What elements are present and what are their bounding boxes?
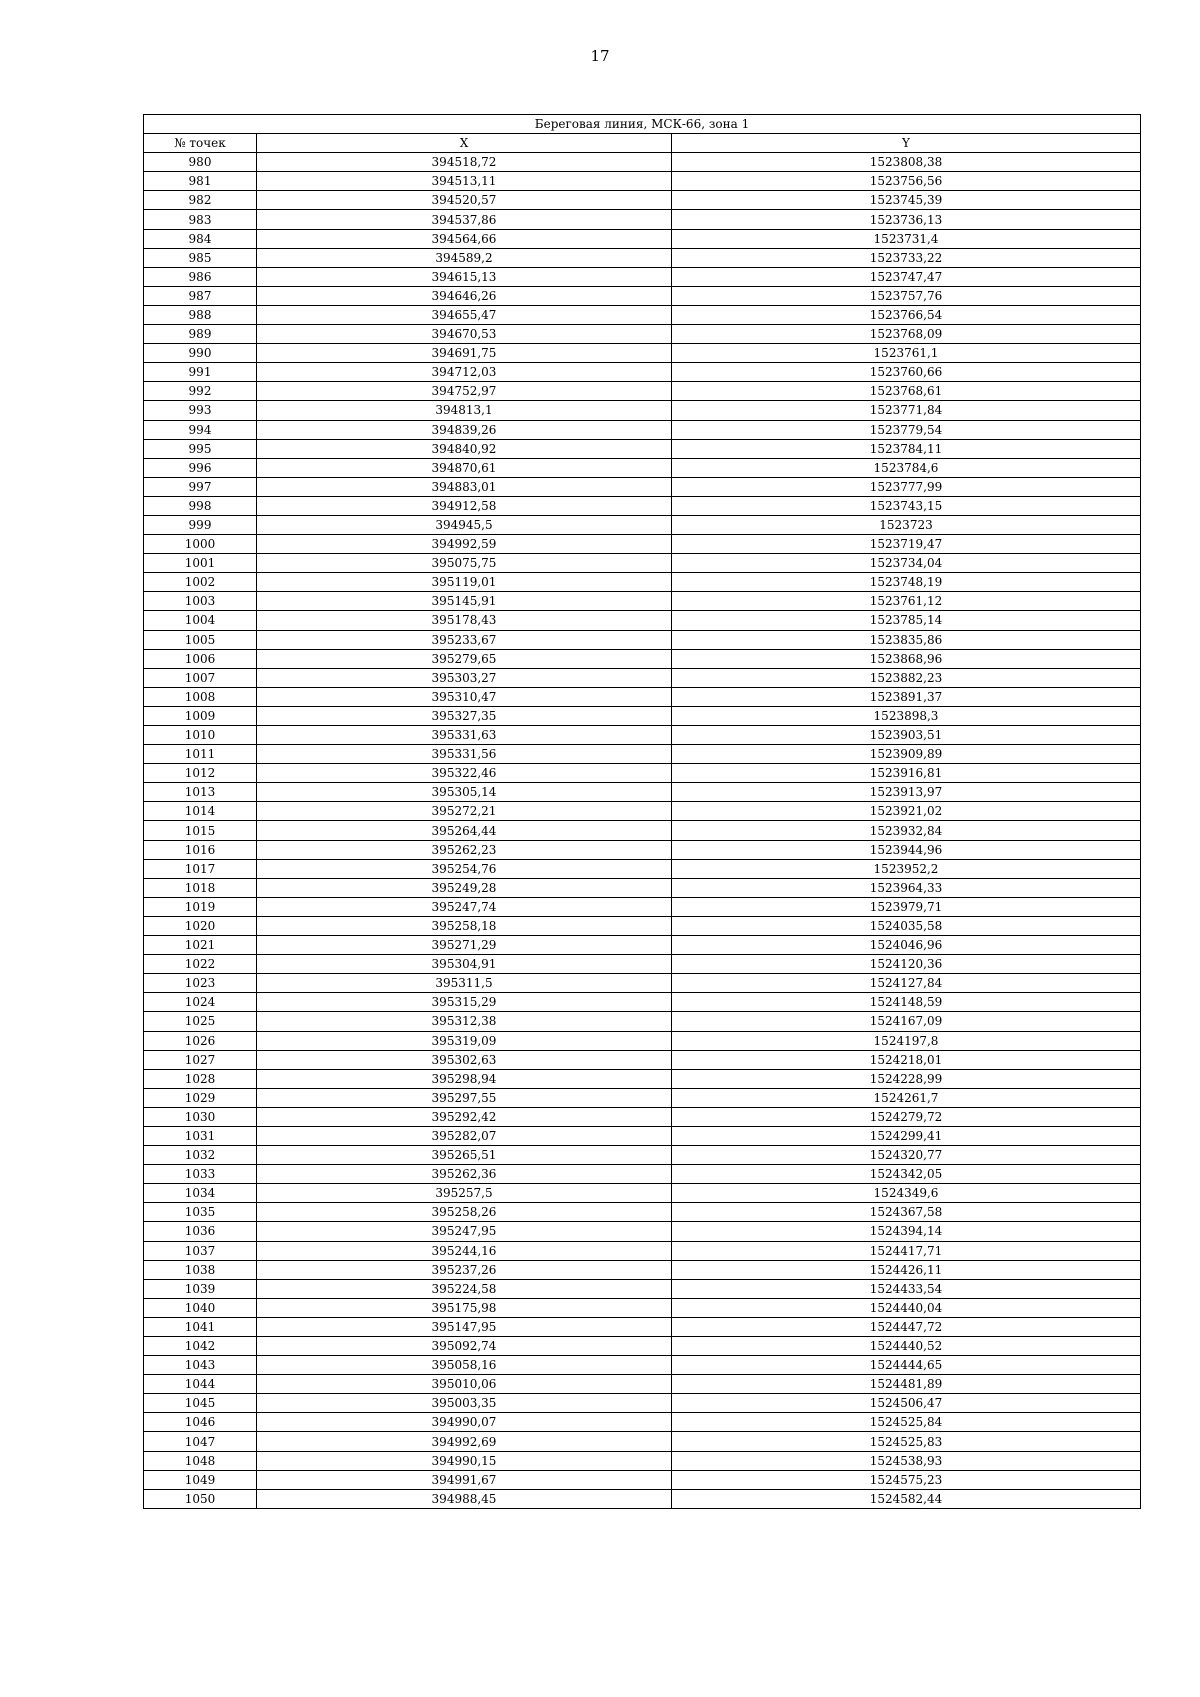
point-number-cell: 992 — [144, 382, 257, 401]
x-coordinate-cell: 395249,28 — [257, 878, 672, 897]
y-coordinate-cell: 1523964,33 — [672, 878, 1141, 897]
table-row — [144, 1279, 1141, 1298]
y-coordinate-cell: 1524575,23 — [672, 1470, 1141, 1489]
point-number-cell: 1050 — [144, 1489, 257, 1508]
x-coordinate-cell: 395262,23 — [257, 840, 672, 859]
y-coordinate-cell: 1523768,09 — [672, 325, 1141, 344]
x-coordinate-cell: 395178,43 — [257, 611, 672, 630]
x-coordinate-cell: 394813,1 — [257, 401, 672, 420]
x-coordinate-cell: 395244,16 — [257, 1241, 672, 1260]
point-number-cell: 980 — [144, 153, 257, 172]
table-row — [144, 783, 1141, 802]
x-coordinate-cell: 394537,86 — [257, 210, 672, 229]
x-coordinate-cell: 395271,29 — [257, 936, 672, 955]
table-row — [144, 1432, 1141, 1451]
y-coordinate-cell: 1523736,13 — [672, 210, 1141, 229]
point-number-cell: 1035 — [144, 1203, 257, 1222]
table-row — [144, 229, 1141, 248]
y-coordinate-cell: 1523771,84 — [672, 401, 1141, 420]
column-header-point-number: № точек — [144, 134, 257, 153]
y-coordinate-cell: 1523747,47 — [672, 267, 1141, 286]
y-coordinate-cell: 1524440,52 — [672, 1337, 1141, 1356]
y-coordinate-cell: 1523835,86 — [672, 630, 1141, 649]
y-coordinate-cell: 1523779,54 — [672, 420, 1141, 439]
x-coordinate-cell: 395272,21 — [257, 802, 672, 821]
point-number-cell: 1010 — [144, 726, 257, 745]
x-coordinate-cell: 395319,09 — [257, 1031, 672, 1050]
point-number-cell: 1043 — [144, 1356, 257, 1375]
table-row — [144, 592, 1141, 611]
table-row — [144, 286, 1141, 305]
y-coordinate-cell: 1523913,97 — [672, 783, 1141, 802]
table-row — [144, 153, 1141, 172]
x-coordinate-cell: 394988,45 — [257, 1489, 672, 1508]
table-row — [144, 1126, 1141, 1145]
table-row — [144, 764, 1141, 783]
point-number-cell: 984 — [144, 229, 257, 248]
y-coordinate-cell: 1524167,09 — [672, 1012, 1141, 1031]
y-coordinate-cell: 1524444,65 — [672, 1356, 1141, 1375]
x-coordinate-cell: 395224,58 — [257, 1279, 672, 1298]
x-coordinate-cell: 395145,91 — [257, 592, 672, 611]
table-row — [144, 191, 1141, 210]
y-coordinate-cell: 1523952,2 — [672, 859, 1141, 878]
table-row — [144, 496, 1141, 515]
point-number-cell: 985 — [144, 248, 257, 267]
x-coordinate-cell: 395327,35 — [257, 706, 672, 725]
column-header-y: Y — [672, 134, 1141, 153]
y-coordinate-cell: 1523932,84 — [672, 821, 1141, 840]
table-row — [144, 382, 1141, 401]
point-number-cell: 1022 — [144, 955, 257, 974]
y-coordinate-cell: 1523903,51 — [672, 726, 1141, 745]
point-number-cell: 1002 — [144, 573, 257, 592]
point-number-cell: 1000 — [144, 535, 257, 554]
point-number-cell: 1012 — [144, 764, 257, 783]
x-coordinate-cell: 395058,16 — [257, 1356, 672, 1375]
y-coordinate-cell: 1523909,89 — [672, 745, 1141, 764]
table-row — [144, 1107, 1141, 1126]
x-coordinate-cell: 395279,65 — [257, 649, 672, 668]
point-number-cell: 1006 — [144, 649, 257, 668]
table-row — [144, 305, 1141, 324]
point-number-cell: 1017 — [144, 859, 257, 878]
point-number-cell: 1030 — [144, 1107, 257, 1126]
table-header-row — [144, 134, 1141, 153]
x-coordinate-cell: 394655,47 — [257, 305, 672, 324]
x-coordinate-cell: 394992,59 — [257, 535, 672, 554]
table-row — [144, 974, 1141, 993]
point-number-cell: 981 — [144, 172, 257, 191]
table-row — [144, 1317, 1141, 1336]
x-coordinate-cell: 394615,13 — [257, 267, 672, 286]
x-coordinate-cell: 395075,75 — [257, 554, 672, 573]
table-row — [144, 726, 1141, 745]
point-number-cell: 1036 — [144, 1222, 257, 1241]
y-coordinate-cell: 1524440,04 — [672, 1298, 1141, 1317]
point-number-cell: 1005 — [144, 630, 257, 649]
x-coordinate-cell: 394712,03 — [257, 363, 672, 382]
x-coordinate-cell: 395311,5 — [257, 974, 672, 993]
x-coordinate-cell: 395257,5 — [257, 1184, 672, 1203]
x-coordinate-cell: 395258,26 — [257, 1203, 672, 1222]
x-coordinate-cell: 395237,26 — [257, 1260, 672, 1279]
point-number-cell: 1033 — [144, 1165, 257, 1184]
x-coordinate-cell: 395147,95 — [257, 1317, 672, 1336]
point-number-cell: 983 — [144, 210, 257, 229]
table-row — [144, 668, 1141, 687]
x-coordinate-cell: 395322,46 — [257, 764, 672, 783]
table-row — [144, 515, 1141, 534]
table-row — [144, 1260, 1141, 1279]
y-coordinate-cell: 1524394,14 — [672, 1222, 1141, 1241]
point-number-cell: 1031 — [144, 1126, 257, 1145]
table-row — [144, 1241, 1141, 1260]
point-number-cell: 1026 — [144, 1031, 257, 1050]
y-coordinate-cell: 1523745,39 — [672, 191, 1141, 210]
y-coordinate-cell: 1523944,96 — [672, 840, 1141, 859]
point-number-cell: 1044 — [144, 1375, 257, 1394]
point-number-cell: 1039 — [144, 1279, 257, 1298]
page-number: 17 — [590, 47, 610, 65]
y-coordinate-cell: 1524349,6 — [672, 1184, 1141, 1203]
point-number-cell: 998 — [144, 496, 257, 515]
point-number-cell: 1009 — [144, 706, 257, 725]
x-coordinate-cell: 395298,94 — [257, 1069, 672, 1088]
x-coordinate-cell: 395264,44 — [257, 821, 672, 840]
table-row — [144, 248, 1141, 267]
point-number-cell: 1024 — [144, 993, 257, 1012]
point-number-cell: 1018 — [144, 878, 257, 897]
table-row — [144, 1356, 1141, 1375]
table-row — [144, 210, 1141, 229]
table-row — [144, 573, 1141, 592]
y-coordinate-cell: 1523756,56 — [672, 172, 1141, 191]
point-number-cell: 1046 — [144, 1413, 257, 1432]
x-coordinate-cell: 395331,63 — [257, 726, 672, 745]
x-coordinate-cell: 394839,26 — [257, 420, 672, 439]
x-coordinate-cell: 395233,67 — [257, 630, 672, 649]
x-coordinate-cell: 394520,57 — [257, 191, 672, 210]
y-coordinate-cell: 1523891,37 — [672, 687, 1141, 706]
point-number-cell: 1025 — [144, 1012, 257, 1031]
y-coordinate-cell: 1524525,83 — [672, 1432, 1141, 1451]
x-coordinate-cell: 395010,06 — [257, 1375, 672, 1394]
table-row — [144, 745, 1141, 764]
y-coordinate-cell: 1524120,36 — [672, 955, 1141, 974]
y-coordinate-cell: 1524538,93 — [672, 1451, 1141, 1470]
x-coordinate-cell: 394883,01 — [257, 477, 672, 496]
table-row — [144, 477, 1141, 496]
x-coordinate-cell: 395265,51 — [257, 1146, 672, 1165]
table-row — [144, 1489, 1141, 1508]
table-row — [144, 630, 1141, 649]
table-row — [144, 554, 1141, 573]
table-row — [144, 458, 1141, 477]
table-row — [144, 363, 1141, 382]
x-coordinate-cell: 394564,66 — [257, 229, 672, 248]
x-coordinate-cell: 394646,26 — [257, 286, 672, 305]
y-coordinate-cell: 1524127,84 — [672, 974, 1141, 993]
y-coordinate-cell: 1523757,76 — [672, 286, 1141, 305]
point-number-cell: 1040 — [144, 1298, 257, 1317]
table-row — [144, 1298, 1141, 1317]
x-coordinate-cell: 394691,75 — [257, 344, 672, 363]
table-row — [144, 993, 1141, 1012]
point-number-cell: 1028 — [144, 1069, 257, 1088]
x-coordinate-cell: 395175,98 — [257, 1298, 672, 1317]
point-number-cell: 990 — [144, 344, 257, 363]
point-number-cell: 1016 — [144, 840, 257, 859]
point-number-cell: 1019 — [144, 897, 257, 916]
y-coordinate-cell: 1523916,81 — [672, 764, 1141, 783]
y-coordinate-cell: 1523761,12 — [672, 592, 1141, 611]
x-coordinate-cell: 395310,47 — [257, 687, 672, 706]
coordinates-table — [143, 114, 1141, 1509]
table-title: Береговая линия, МСК-66, зона 1 — [144, 115, 1141, 134]
point-number-cell: 994 — [144, 420, 257, 439]
x-coordinate-cell: 395302,63 — [257, 1050, 672, 1069]
y-coordinate-cell: 1524525,84 — [672, 1413, 1141, 1432]
table-row — [144, 1413, 1141, 1432]
y-coordinate-cell: 1524197,8 — [672, 1031, 1141, 1050]
y-coordinate-cell: 1524342,05 — [672, 1165, 1141, 1184]
table-row — [144, 840, 1141, 859]
x-coordinate-cell: 395119,01 — [257, 573, 672, 592]
table-body — [144, 153, 1141, 1509]
point-number-cell: 1048 — [144, 1451, 257, 1470]
x-coordinate-cell: 394945,5 — [257, 515, 672, 534]
point-number-cell: 982 — [144, 191, 257, 210]
point-number-cell: 1001 — [144, 554, 257, 573]
x-coordinate-cell: 395254,76 — [257, 859, 672, 878]
table-row — [144, 172, 1141, 191]
table-row — [144, 344, 1141, 363]
x-coordinate-cell: 395312,38 — [257, 1012, 672, 1031]
table-row — [144, 1375, 1141, 1394]
y-coordinate-cell: 1523766,54 — [672, 305, 1141, 324]
table-row — [144, 535, 1141, 554]
y-coordinate-cell: 1523808,38 — [672, 153, 1141, 172]
table-row — [144, 687, 1141, 706]
x-coordinate-cell: 395305,14 — [257, 783, 672, 802]
x-coordinate-cell: 394670,53 — [257, 325, 672, 344]
table-row — [144, 611, 1141, 630]
y-coordinate-cell: 1523898,3 — [672, 706, 1141, 725]
point-number-cell: 1045 — [144, 1394, 257, 1413]
point-number-cell: 995 — [144, 439, 257, 458]
y-coordinate-cell: 1523868,96 — [672, 649, 1141, 668]
x-coordinate-cell: 395304,91 — [257, 955, 672, 974]
table-row — [144, 1451, 1141, 1470]
table-row — [144, 267, 1141, 286]
point-number-cell: 1011 — [144, 745, 257, 764]
table-row — [144, 401, 1141, 420]
x-coordinate-cell: 394991,67 — [257, 1470, 672, 1489]
point-number-cell: 991 — [144, 363, 257, 382]
point-number-cell: 989 — [144, 325, 257, 344]
y-coordinate-cell: 1523777,99 — [672, 477, 1141, 496]
y-coordinate-cell: 1524320,77 — [672, 1146, 1141, 1165]
table-row — [144, 1203, 1141, 1222]
x-coordinate-cell: 395003,35 — [257, 1394, 672, 1413]
y-coordinate-cell: 1523760,66 — [672, 363, 1141, 382]
y-coordinate-cell: 1524481,89 — [672, 1375, 1141, 1394]
table-row — [144, 1394, 1141, 1413]
table-row — [144, 420, 1141, 439]
x-coordinate-cell: 394990,07 — [257, 1413, 672, 1432]
x-coordinate-cell: 394513,11 — [257, 172, 672, 191]
y-coordinate-cell: 1524367,58 — [672, 1203, 1141, 1222]
x-coordinate-cell: 395282,07 — [257, 1126, 672, 1145]
y-coordinate-cell: 1524417,71 — [672, 1241, 1141, 1260]
table-row — [144, 1222, 1141, 1241]
y-coordinate-cell: 1524426,11 — [672, 1260, 1141, 1279]
x-coordinate-cell: 395092,74 — [257, 1337, 672, 1356]
point-number-cell: 997 — [144, 477, 257, 496]
point-number-cell: 1013 — [144, 783, 257, 802]
point-number-cell: 993 — [144, 401, 257, 420]
point-number-cell: 1029 — [144, 1088, 257, 1107]
table-row — [144, 1050, 1141, 1069]
point-number-cell: 1047 — [144, 1432, 257, 1451]
table-row — [144, 1088, 1141, 1107]
point-number-cell: 1027 — [144, 1050, 257, 1069]
x-coordinate-cell: 395297,55 — [257, 1088, 672, 1107]
x-coordinate-cell: 394752,97 — [257, 382, 672, 401]
table-row — [144, 1069, 1141, 1088]
y-coordinate-cell: 1524218,01 — [672, 1050, 1141, 1069]
point-number-cell: 1034 — [144, 1184, 257, 1203]
y-coordinate-cell: 1523921,02 — [672, 802, 1141, 821]
table-row — [144, 802, 1141, 821]
point-number-cell: 1003 — [144, 592, 257, 611]
table-row — [144, 1165, 1141, 1184]
point-number-cell: 988 — [144, 305, 257, 324]
y-coordinate-cell: 1523768,61 — [672, 382, 1141, 401]
table-row — [144, 1012, 1141, 1031]
table-row — [144, 955, 1141, 974]
table-row — [144, 1184, 1141, 1203]
y-coordinate-cell: 1523761,1 — [672, 344, 1141, 363]
y-coordinate-cell: 1524279,72 — [672, 1107, 1141, 1126]
table-row — [144, 1470, 1141, 1489]
x-coordinate-cell: 394589,2 — [257, 248, 672, 267]
point-number-cell: 1021 — [144, 936, 257, 955]
x-coordinate-cell: 395292,42 — [257, 1107, 672, 1126]
table-row — [144, 325, 1141, 344]
point-number-cell: 986 — [144, 267, 257, 286]
x-coordinate-cell: 394840,92 — [257, 439, 672, 458]
point-number-cell: 1004 — [144, 611, 257, 630]
y-coordinate-cell: 1524299,41 — [672, 1126, 1141, 1145]
y-coordinate-cell: 1523719,47 — [672, 535, 1141, 554]
x-coordinate-cell: 395331,56 — [257, 745, 672, 764]
table-row — [144, 649, 1141, 668]
table-row — [144, 706, 1141, 725]
point-number-cell: 1032 — [144, 1146, 257, 1165]
point-number-cell: 1041 — [144, 1317, 257, 1336]
y-coordinate-cell: 1523731,4 — [672, 229, 1141, 248]
y-coordinate-cell: 1523723 — [672, 515, 1141, 534]
y-coordinate-cell: 1523979,71 — [672, 897, 1141, 916]
point-number-cell: 996 — [144, 458, 257, 477]
point-number-cell: 1037 — [144, 1241, 257, 1260]
column-header-x: X — [257, 134, 672, 153]
x-coordinate-cell: 395247,74 — [257, 897, 672, 916]
point-number-cell: 999 — [144, 515, 257, 534]
x-coordinate-cell: 395303,27 — [257, 668, 672, 687]
y-coordinate-cell: 1524148,59 — [672, 993, 1141, 1012]
x-coordinate-cell: 395315,29 — [257, 993, 672, 1012]
table-row — [144, 821, 1141, 840]
x-coordinate-cell: 394990,15 — [257, 1451, 672, 1470]
y-coordinate-cell: 1524261,7 — [672, 1088, 1141, 1107]
y-coordinate-cell: 1524046,96 — [672, 936, 1141, 955]
table-row — [144, 878, 1141, 897]
y-coordinate-cell: 1524228,99 — [672, 1069, 1141, 1088]
table-row — [144, 1031, 1141, 1050]
table-title-row — [144, 115, 1141, 134]
table-row — [144, 1146, 1141, 1165]
point-number-cell: 1020 — [144, 916, 257, 935]
point-number-cell: 1038 — [144, 1260, 257, 1279]
point-number-cell: 1007 — [144, 668, 257, 687]
y-coordinate-cell: 1523882,23 — [672, 668, 1141, 687]
y-coordinate-cell: 1524035,58 — [672, 916, 1141, 935]
y-coordinate-cell: 1523748,19 — [672, 573, 1141, 592]
table-row — [144, 916, 1141, 935]
x-coordinate-cell: 394870,61 — [257, 458, 672, 477]
point-number-cell: 1014 — [144, 802, 257, 821]
point-number-cell: 987 — [144, 286, 257, 305]
y-coordinate-cell: 1523784,11 — [672, 439, 1141, 458]
x-coordinate-cell: 394992,69 — [257, 1432, 672, 1451]
point-number-cell: 1015 — [144, 821, 257, 840]
y-coordinate-cell: 1524433,54 — [672, 1279, 1141, 1298]
y-coordinate-cell: 1524582,44 — [672, 1489, 1141, 1508]
y-coordinate-cell: 1523784,6 — [672, 458, 1141, 477]
point-number-cell: 1023 — [144, 974, 257, 993]
x-coordinate-cell: 395262,36 — [257, 1165, 672, 1184]
y-coordinate-cell: 1524506,47 — [672, 1394, 1141, 1413]
y-coordinate-cell: 1523733,22 — [672, 248, 1141, 267]
x-coordinate-cell: 395247,95 — [257, 1222, 672, 1241]
x-coordinate-cell: 394912,58 — [257, 496, 672, 515]
point-number-cell: 1008 — [144, 687, 257, 706]
table-row — [144, 936, 1141, 955]
y-coordinate-cell: 1523743,15 — [672, 496, 1141, 515]
table-row — [144, 1337, 1141, 1356]
x-coordinate-cell: 394518,72 — [257, 153, 672, 172]
x-coordinate-cell: 395258,18 — [257, 916, 672, 935]
table-row — [144, 897, 1141, 916]
table-row — [144, 859, 1141, 878]
table-row — [144, 439, 1141, 458]
point-number-cell: 1049 — [144, 1470, 257, 1489]
y-coordinate-cell: 1523734,04 — [672, 554, 1141, 573]
y-coordinate-cell: 1523785,14 — [672, 611, 1141, 630]
y-coordinate-cell: 1524447,72 — [672, 1317, 1141, 1336]
point-number-cell: 1042 — [144, 1337, 257, 1356]
